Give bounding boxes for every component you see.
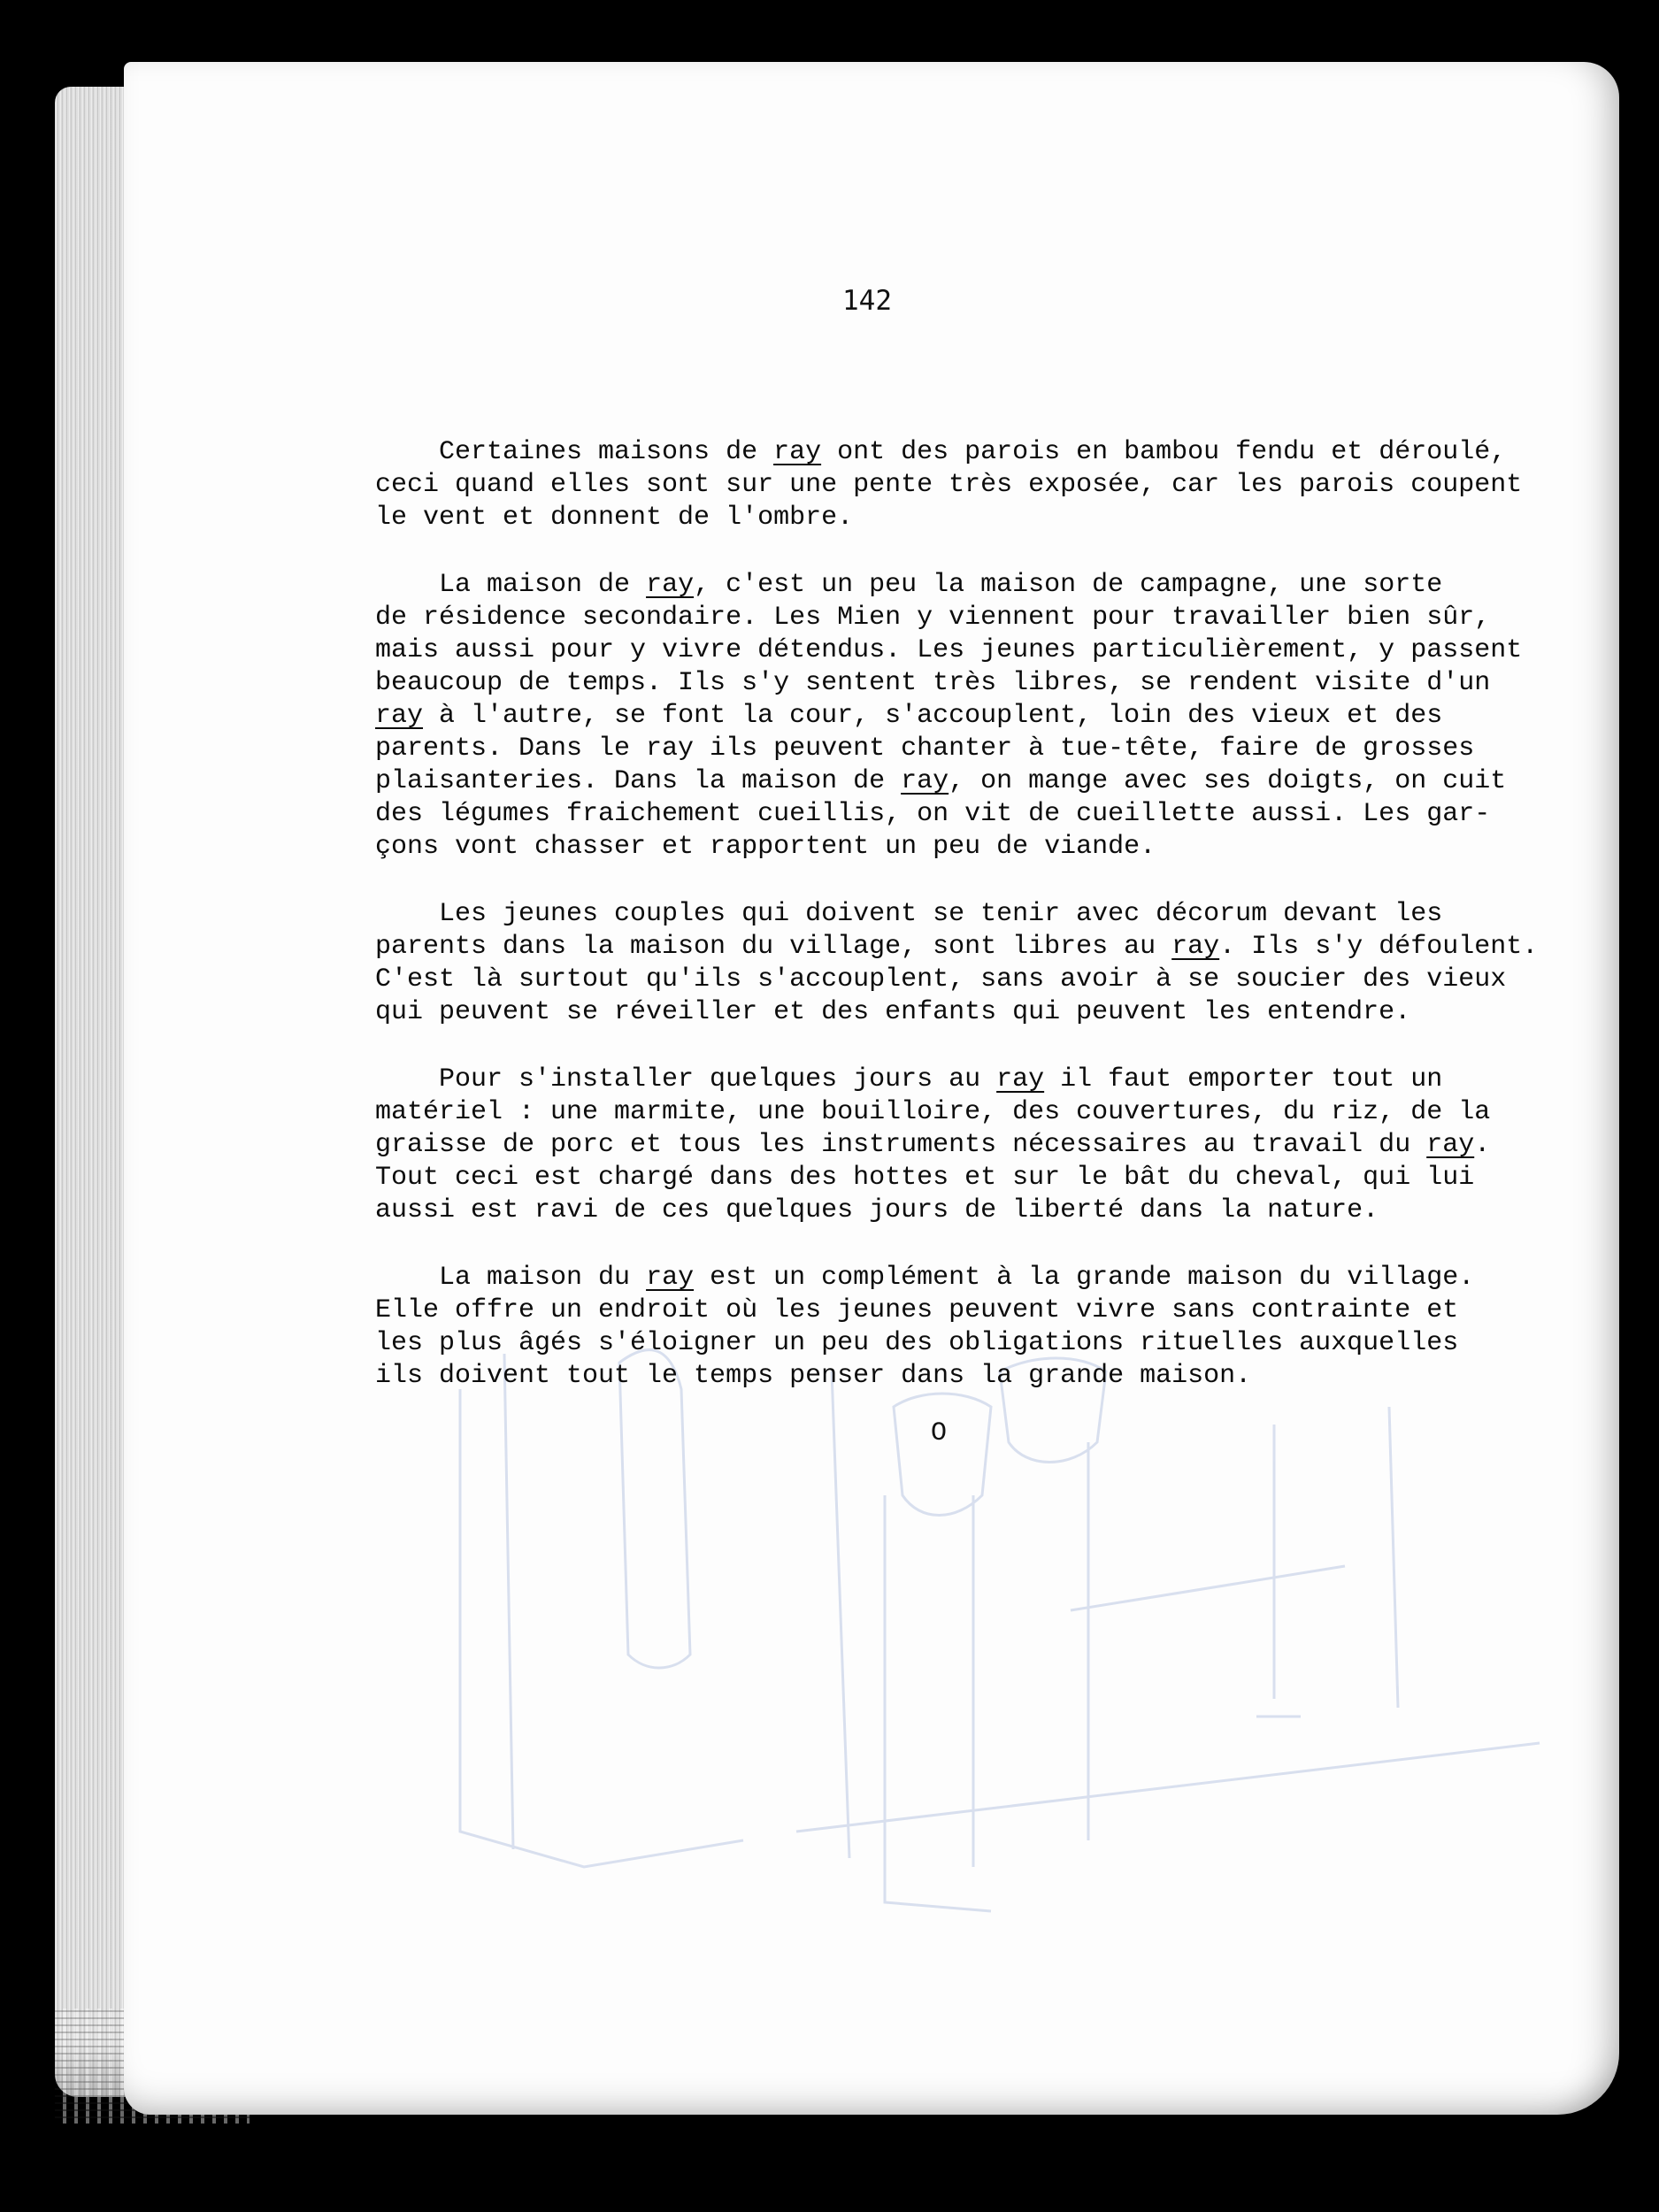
paragraph bbox=[375, 436, 1570, 534]
text-run: Certaines maisons de bbox=[375, 437, 774, 467]
end-mark: O bbox=[931, 1418, 948, 1448]
text-line bbox=[375, 1194, 1570, 1227]
text-line bbox=[375, 831, 1570, 864]
text-line bbox=[375, 898, 1570, 931]
text-run: aussi est ravi de ces quelques jours de liberté dans la nature. bbox=[375, 1195, 1379, 1225]
text-line bbox=[375, 1327, 1570, 1360]
text-line bbox=[375, 1064, 1570, 1096]
text-run: des légumes fraichement cueillis, on vit de cueillette aussi. Les gar- bbox=[375, 799, 1491, 829]
page-number: 142 bbox=[842, 285, 892, 317]
text-line bbox=[375, 931, 1570, 964]
text-run: . bbox=[1474, 1130, 1491, 1160]
text-line bbox=[375, 502, 1570, 534]
underlined-word: ray bbox=[996, 1064, 1045, 1094]
paragraph bbox=[375, 898, 1570, 1029]
text-run: de résidence secondaire. Les Mien y viennent pour travailler bien sûr, bbox=[375, 603, 1491, 633]
book-page bbox=[124, 62, 1619, 2115]
text-run: qui peuvent se réveiller et des enfants qui peuvent les entendre. bbox=[375, 997, 1411, 1027]
text-line bbox=[375, 1129, 1570, 1162]
text-run: , c'est un peu la maison de campagne, une sorte bbox=[694, 570, 1443, 600]
text-run: ceci quand elles sont sur une pente très exposée, car les parois coupent bbox=[375, 470, 1523, 500]
text-line bbox=[375, 569, 1570, 602]
text-run: il faut emporter tout un bbox=[1044, 1064, 1443, 1094]
underlined-word: ray bbox=[1426, 1130, 1475, 1160]
text-line bbox=[375, 996, 1570, 1029]
text-line bbox=[375, 1262, 1570, 1294]
paragraph bbox=[375, 1262, 1570, 1393]
text-line bbox=[375, 1360, 1570, 1393]
text-line bbox=[375, 1096, 1570, 1129]
text-run: Pour s'installer quelques jours au bbox=[375, 1064, 997, 1094]
text-run: est un complément à la grande maison du village. bbox=[694, 1263, 1475, 1293]
text-run: ils doivent tout le temps penser dans la grande maison. bbox=[375, 1361, 1252, 1391]
text-run: graisse de porc et tous les instruments nécessaires au travail du bbox=[375, 1130, 1427, 1160]
underlined-word: ray bbox=[375, 701, 424, 731]
text-run: , on mange avec ses doigts, on cuit bbox=[949, 766, 1507, 796]
text-line bbox=[375, 602, 1570, 634]
text-run: Elle offre un endroit où les jeunes peuvent vivre sans contrainte et bbox=[375, 1295, 1459, 1325]
text-run: çons vont chasser et rapportent un peu de viande. bbox=[375, 832, 1156, 862]
text-line bbox=[375, 765, 1570, 798]
text-run: . Ils s'y défoulent. bbox=[1219, 932, 1539, 962]
text-run: Tout ceci est chargé dans des hottes et sur le bât du cheval, qui lui bbox=[375, 1163, 1475, 1193]
text-run: La maison de bbox=[375, 570, 647, 600]
text-line bbox=[375, 1162, 1570, 1194]
text-line bbox=[375, 964, 1570, 996]
text-run: C'est là surtout qu'ils s'accouplent, sans avoir à se soucier des vieux bbox=[375, 964, 1507, 995]
text-run: les plus âgés s'éloigner un peu des obligations rituelles auxquelles bbox=[375, 1328, 1459, 1358]
text-run: parents dans la maison du village, sont libres au bbox=[375, 932, 1172, 962]
text-run: le vent et donnent de l'ombre. bbox=[375, 503, 854, 533]
text-run: La maison du bbox=[375, 1263, 647, 1293]
paragraph bbox=[375, 569, 1570, 864]
text-run: mais aussi pour y vivre détendus. Les jeunes particulièrement, y passent bbox=[375, 635, 1523, 665]
text-run: Les jeunes couples qui doivent se tenir avec décorum devant les bbox=[375, 899, 1443, 929]
paragraph bbox=[375, 1064, 1570, 1227]
underlined-word: ray bbox=[901, 766, 949, 796]
underlined-word: ray bbox=[773, 437, 822, 467]
underlined-word: ray bbox=[646, 570, 695, 600]
underlined-word: ray bbox=[646, 1263, 695, 1293]
text-line bbox=[375, 1294, 1570, 1327]
text-run: plaisanteries. Dans la maison de bbox=[375, 766, 902, 796]
text-line bbox=[375, 436, 1570, 469]
body-text bbox=[375, 436, 1570, 1393]
text-line bbox=[375, 798, 1570, 831]
text-run: à l'autre, se font la cour, s'accouplent, loin des vieux et des bbox=[423, 701, 1443, 731]
text-line bbox=[375, 733, 1570, 765]
text-line bbox=[375, 469, 1570, 502]
text-run: ont des parois en bambou fendu et déroulé, bbox=[821, 437, 1507, 467]
text-line bbox=[375, 700, 1570, 733]
text-line bbox=[375, 667, 1570, 700]
text-run: parents. Dans le ray ils peuvent chanter à tue-tête, faire de grosses bbox=[375, 733, 1475, 764]
text-run: matériel : une marmite, une bouilloire, des couvertures, du riz, de la bbox=[375, 1097, 1491, 1127]
text-run: beaucoup de temps. Ils s'y sentent très libres, se rendent visite d'un bbox=[375, 668, 1491, 698]
text-line bbox=[375, 634, 1570, 667]
underlined-word: ray bbox=[1171, 932, 1220, 962]
